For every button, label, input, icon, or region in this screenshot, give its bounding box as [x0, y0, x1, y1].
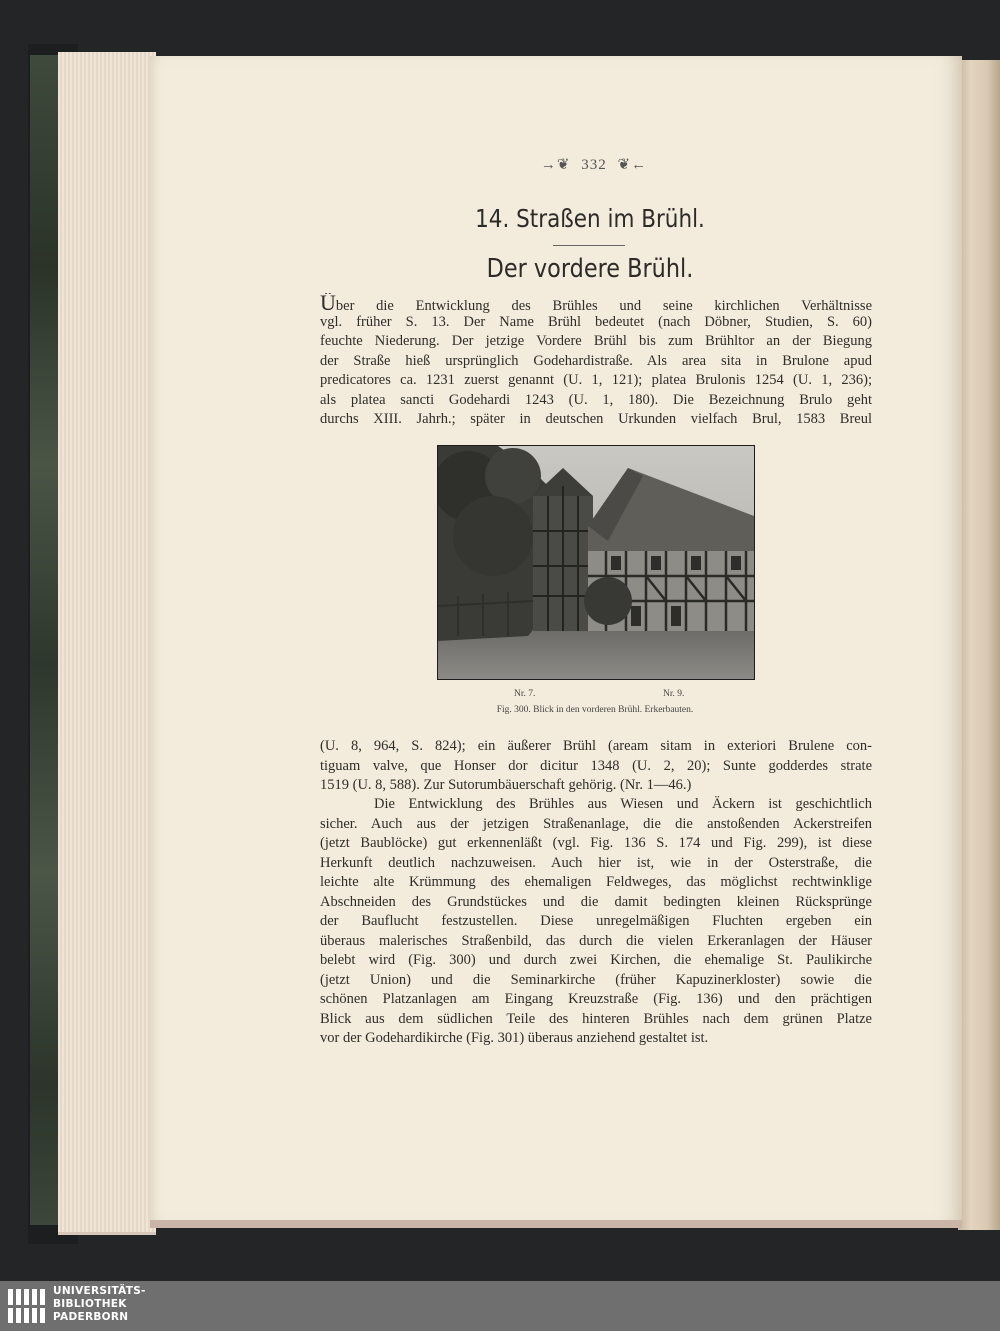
- intro-paragraph: [320, 293, 872, 430]
- page-bottom-edge: [150, 1220, 962, 1228]
- drop-cap: Ü: [320, 293, 336, 313]
- figure-caption: Fig. 300. Blick in den vorderen Brühl. Erkerbauten.: [496, 705, 694, 715]
- chapter-title: 14. Straßen im Brühl.: [475, 204, 705, 233]
- page-stack-edge: [58, 52, 156, 1235]
- figure-label-left: Nr. 7.: [514, 689, 536, 699]
- ornament-left: →❦: [540, 157, 571, 173]
- paragraph-line: sicher. Auch aus der jetzigen Straßenanlage, die die anstoßenden Ackerstreifen: [320, 815, 872, 832]
- library-footer: [0, 1281, 1000, 1331]
- figure-photograph: [437, 445, 755, 680]
- paragraph-line: (jetzt Baublöcke) gut erkennenläßt (vgl. Fig. 136 S. 174 und Fig. 299), ist diese: [320, 835, 872, 851]
- paragraph-line: (jetzt Union) und die Seminarkirche (früher Kapuzinerkloster) sowie die: [320, 971, 872, 988]
- street-scene-illustration: [438, 446, 754, 679]
- paragraph-line: belebt wird (Fig. 300) und durch zwei Kirchen, die ehemalige St. Paulikirche: [320, 952, 872, 968]
- title-divider: [553, 245, 625, 246]
- paragraph-line: Herkunft deutlich nachzuweisen. Auch hier ist, wie in der Osterstraße, die: [320, 854, 872, 871]
- library-name: [53, 1285, 146, 1324]
- paragraph-line: tiguam valve, que Honser dor dicitur 1348 (U. 2, 20); Sunte godderdes strate: [320, 757, 872, 774]
- paragraph-line: der Bauflucht festzustellen. Diese unregelmäßigen Fluchten ergeben ein: [320, 913, 872, 929]
- paragraph-line: Die Entwicklung des Brühles aus Wiesen und Äckern ist geschichtlich: [374, 796, 872, 812]
- paragraph-line: vor der Godehardikirche (Fig. 301) überaus anziehend gestaltet ist.: [320, 1030, 709, 1046]
- paragraph-line: predicatores ca. 1231 zuerst genannt (U. 1, 121); platea Brulonis 1254 (U. 1, 236);: [320, 372, 872, 388]
- paragraph-line: als platea sancti Godehardi 1243 (U. 1, 180). Die Bezeichnung Brulo geht: [320, 391, 872, 408]
- paragraph-line: Abschneiden des Grundstückes und die damit bedingten kleinen Rücksprünge: [320, 893, 872, 910]
- facing-page-edge: [958, 60, 1000, 1230]
- paragraph-line: vgl. früher S. 13. Der Name Brühl bedeutet (nach Döbner, Studien, S. 60): [320, 313, 872, 330]
- paragraph-line: feuchte Niederung. Der jetzige Vordere Brühl bis zum Brühltor an der Biegung: [320, 333, 872, 349]
- paragraph-line: (U. 8, 964, S. 824); ein äußerer Brühl (aream sitam in exteriori Brulene con-: [320, 738, 872, 754]
- paragraph-line: überaus malerisches Straßenbild, das durch die vielen Erkeranlagen der Häuser: [320, 932, 872, 949]
- page-number: [540, 155, 648, 174]
- paragraph-line: Über die Entwicklung des Brühles und seine kirchlichen Verhältnisse: [320, 293, 872, 313]
- library-name-line: UNIVERSITÄTS-: [53, 1285, 146, 1297]
- figure-label-right: Nr. 9.: [663, 689, 685, 699]
- body-paragraph: [320, 737, 872, 796]
- paragraph-line: leichte alte Krümmung des ehemaligen Feldweges, das möglichst rechtwinklige: [320, 874, 872, 890]
- paragraph-line: 1519 (U. 8, 588). Zur Sutorumbäuerschaft gehörig. (Nr. 1—46.): [320, 777, 692, 793]
- paragraph-line: der Straße hieß ursprünglich Godehardistraße. Als area sita in Brulone apud: [320, 352, 872, 369]
- paragraph-line: Blick aus dem südlichen Teile des hinteren Brühles nach dem grünen Platze: [320, 1010, 872, 1027]
- library-logo-icon: [6, 1285, 48, 1327]
- paragraph-line: durchs XIII. Jahrh.; später in deutschen Urkunden vielfach Brul, 1583 Breul: [320, 411, 872, 427]
- paragraph-line: schönen Platzanlagen am Eingang Kreuzstraße (Fig. 136) und den prächtigen: [320, 991, 872, 1007]
- library-name-line: BIBLIOTHEK: [53, 1298, 127, 1310]
- page-number-value: 332: [581, 157, 607, 173]
- section-title: Der vordere Brühl.: [486, 254, 694, 284]
- body-paragraph: [320, 795, 872, 1049]
- library-name-line: PADERBORN: [53, 1311, 129, 1323]
- ornament-right: ❦←: [617, 157, 648, 173]
